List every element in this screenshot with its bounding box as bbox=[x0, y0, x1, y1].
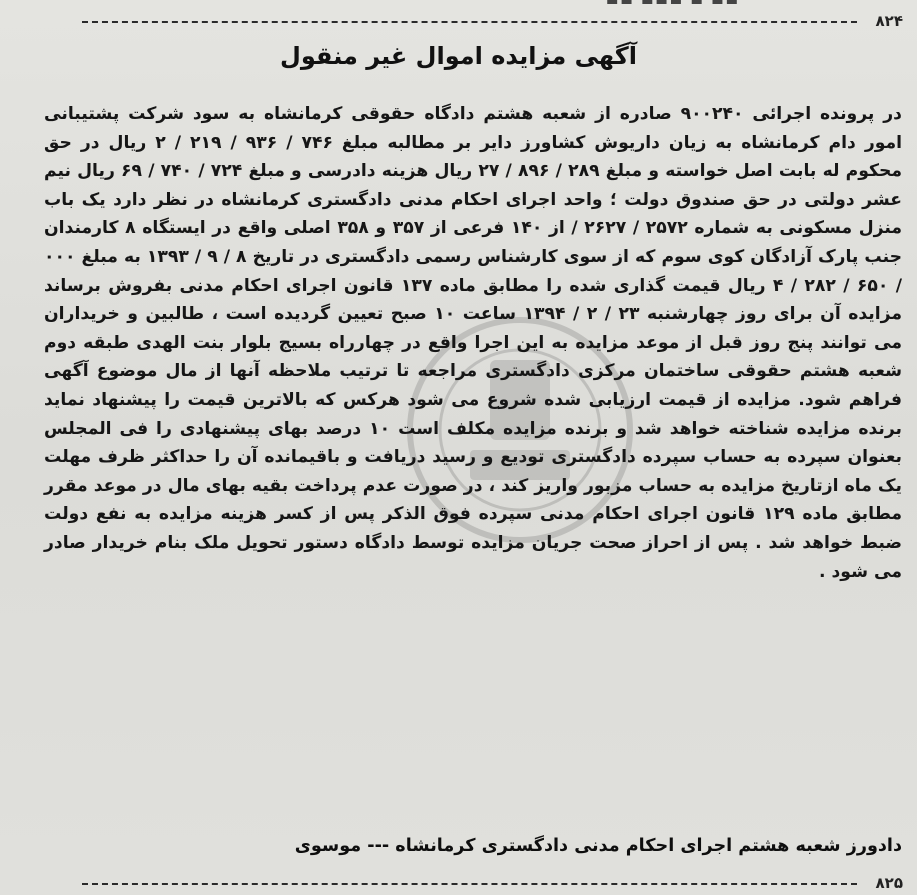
notice-number-top: ۸۲۴ bbox=[875, 12, 903, 30]
notice-number-bottom: ۸۲۵ bbox=[875, 874, 903, 892]
dashed-rule-top bbox=[82, 21, 857, 23]
notice-signature: دادورز شعبه هشتم اجرای احکام مدنی دادگستری کرمانشاه --- موسوی bbox=[294, 836, 902, 856]
bottom-separator bbox=[82, 876, 917, 890]
notice-title: آگهی مزایده اموال غیر منقول bbox=[280, 42, 637, 70]
dashed-rule-bottom bbox=[82, 883, 857, 885]
top-separator bbox=[82, 14, 917, 28]
previous-notice-fragment bbox=[430, 0, 740, 4]
notice-body: در پرونده اجرائی ۹۰۰۲۴۰ صادره از شعبه هشتم دادگاه حقوقی کرمانشاه به سود شرکت پشتیبانی امور دام کرمانشاه به زیان داریوش کشاورز دایر بر مطالبه مبلغ ۷۴۶ / ۹۳۶ / ۲۱۹ / ۲ ریال در حق محکوم له بابت اصل خواسته و مبلغ ۲۸۹ / ۸۹۶ / ۲۷ ریال هزینه دادرسی و مبلغ ۷۲۴ / ۷۴۰ / ۶۹ ریال نیم عشر دولتی در حق صندوق دولت ؛ واحد اجرای احکام مدنی دادگستری کرمانشاه در نظر دارد یک باب منزل مسکونی به شماره ۲۵۷۲ / ۲۶۲۷ / از ۱۴۰ فرعی از ۳۵۷ و ۳۵۸ اصلی واقع در ایستگاه ۸ کارمندان جنب پارک آزادگان کوی سوم که از سوی کارشناس رسمی دادگستری در تاریخ ۸ / ۹ / ۱۳۹۳ به مبلغ ۰۰۰ / ۶۵۰ / ۲۸۲ / ۴ ریال قیمت گذاری شده را مطابق ماده ۱۳۷ قانون اجرای احکام مدنی بفروش برساند مزایده آن برای روز چهارشنبه ۲۳ / ۲ / ۱۳۹۴ ساعت ۱۰ صبح تعیین گردیده است ، طالبین و خریداران می توانند پنج روز قبل از موعد مزایده به این اجرا واقع در چهارراه بسیج بلوار بنت الهدی طبقه دوم شعبه هشتم حقوقی ساختمان مرکزی دادگستری مراجعه تا ترتیب ملاحظه آنها از مال موضوع آگهی فراهم شود. مزایده از قیمت ارزیابی شده شروع می شود هرکس که بالاترین قیمت را پیشنهاد نماید برنده مزایده شناخته خواهد شد و برنده مزایده مکلف است ۱۰ درصد بهای پیشنهادی را فی المجلس بعنوان سپرده به حساب سپرده دادگستری تودیع و رسید دریافت و باقیمانده آن را حداکثر ظرف مهلت یک ماه ازتاریخ مزایده به حساب مزبور واریز کند ، در صورت عدم پرداخت بقیه بهای مال در موعد مقرر مطابق ماده ۱۲۹ قانون اجرای احکام مدنی سپرده فوق الذکر پس از کسر هزینه مزایده به نفع دولت ضبط خواهد شد . پس از احراز صحت جریان مزایده توسط دادگاه دستور تحویل ملک بنام خریدار صادر می شود . bbox=[44, 104, 903, 582]
